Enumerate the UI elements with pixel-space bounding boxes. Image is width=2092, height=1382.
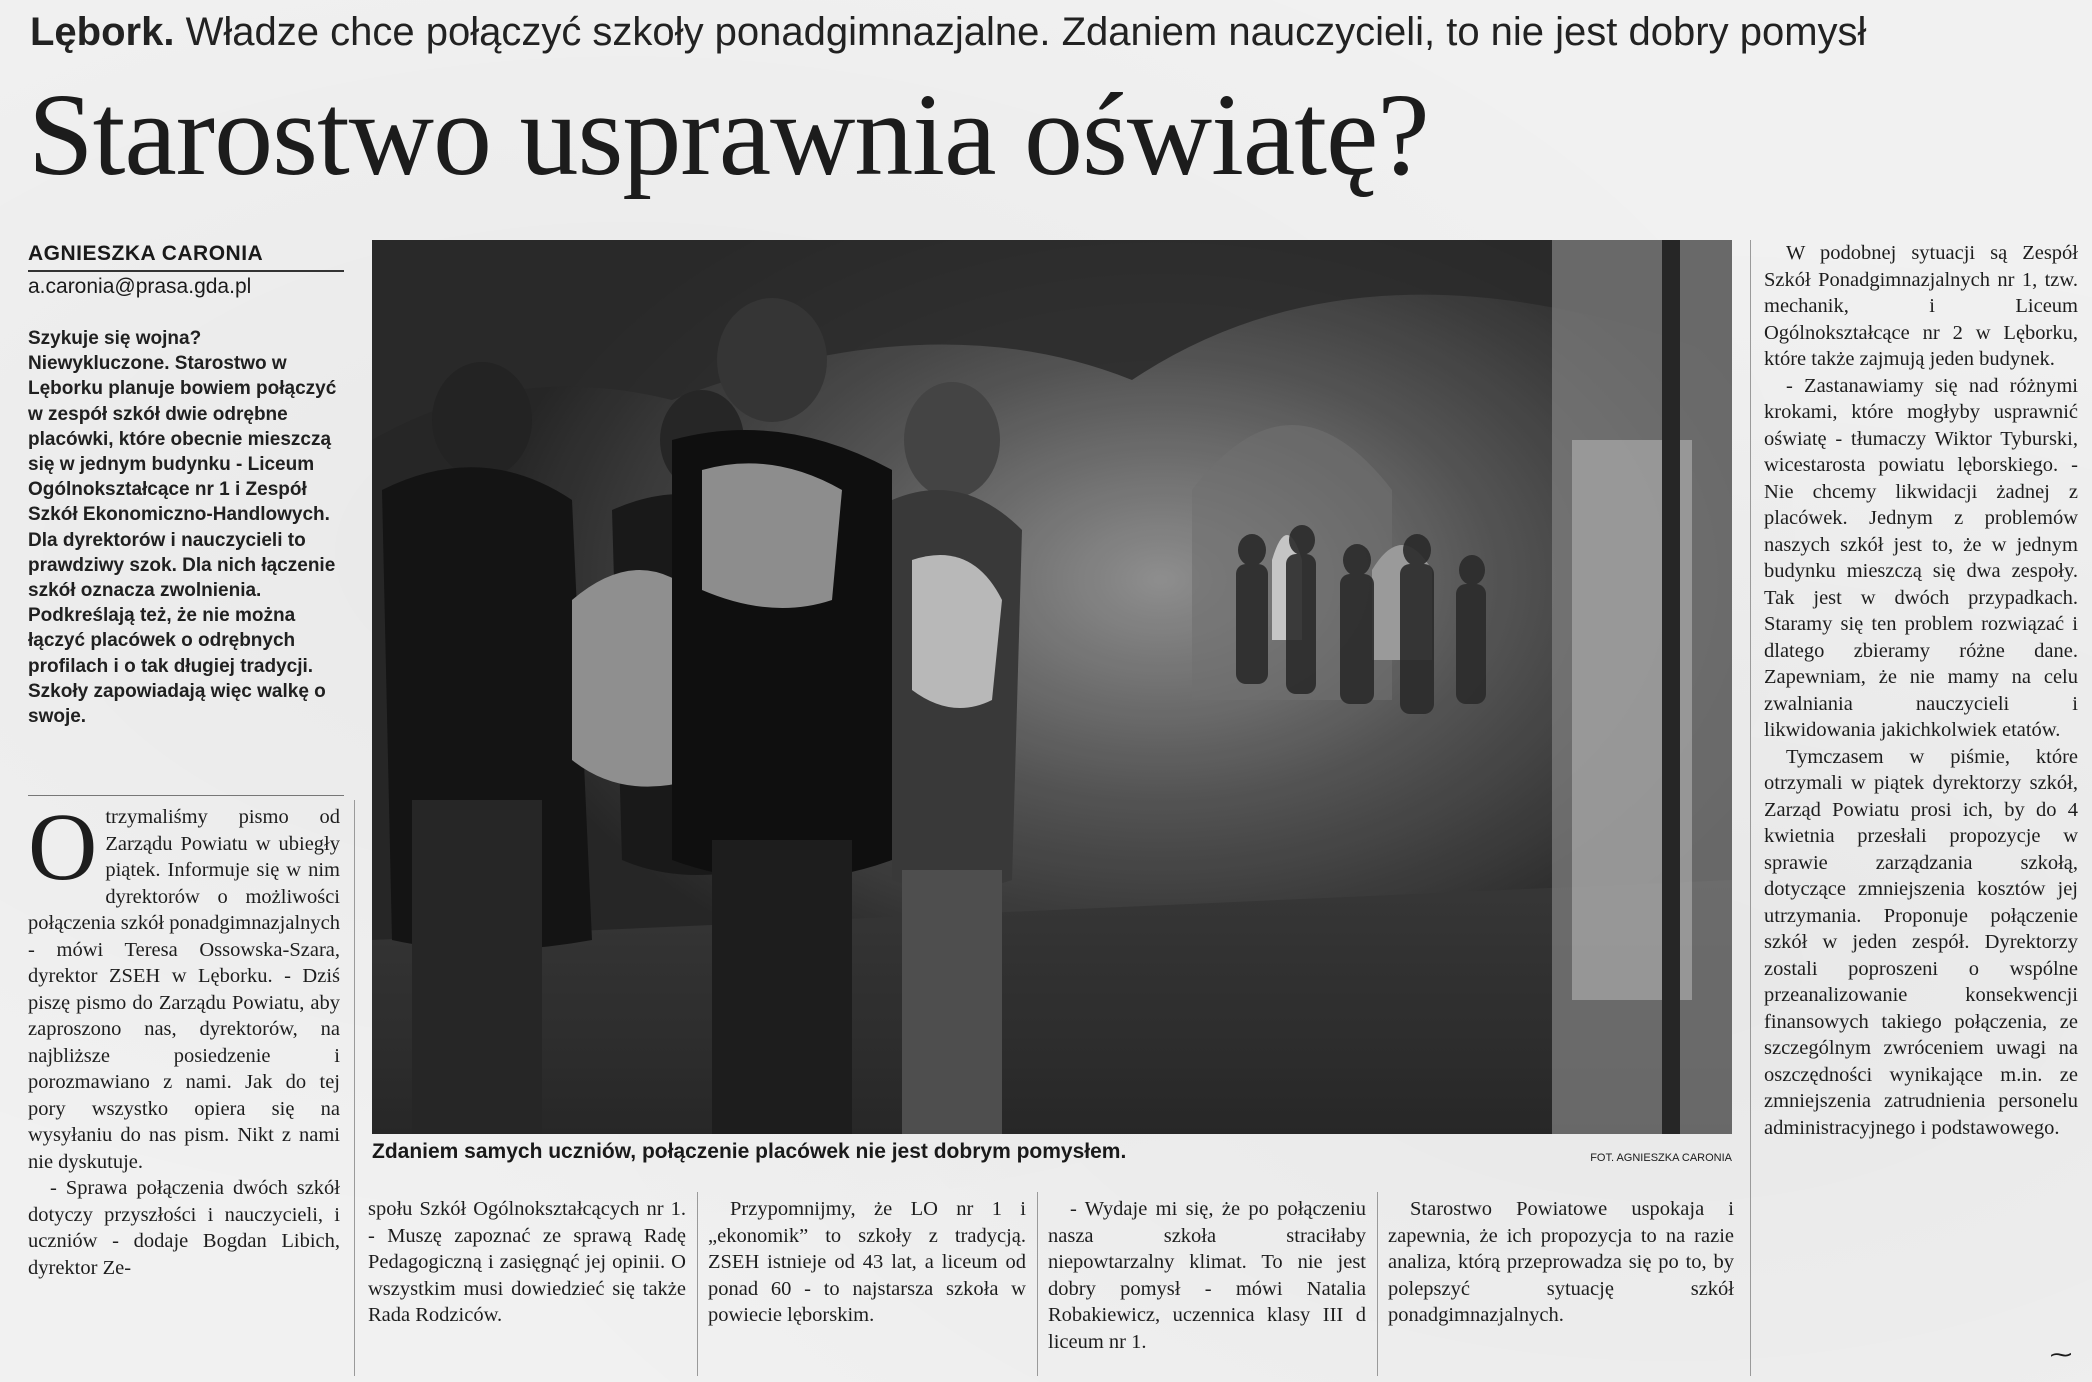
- author-name: AGNIESZKA CARONIA: [28, 240, 344, 272]
- bleed-through-text: [1900, 40, 2080, 90]
- kicker-text: Władze chce połączyć szkoły ponadgimnazjalne. Zdaniem nauczycieli, to nie jest dobry pomysł: [174, 10, 1867, 54]
- column-rule: [1750, 240, 1751, 1376]
- headline: Starostwo usprawnia oświatę?: [28, 69, 1429, 200]
- body-paragraph: - Sprawa połączenia dwóch szkół dotyczy przyszłości i nauczycieli, i uczniów - dodaje Bogdan Libich, dyrektor Ze-: [28, 1177, 340, 1279]
- photo-caption: Zdaniem samych uczniów, połączenie placówek nie jest dobrym pomysłem.: [372, 1140, 1127, 1163]
- column-rule: [1377, 1192, 1378, 1376]
- article-photo: [372, 240, 1732, 1134]
- kicker-place: Lębork.: [30, 10, 175, 54]
- body-paragraph: Starostwo Powiatowe uspokaja i zapewnia, że ich propozycja to na razie analiza, którą przeprowadza się po to, by polepszyć sytuację szkół ponadgimnazjalnych.: [1388, 1198, 1734, 1326]
- lead-paragraph: Szykuje się wojna? Niewykluczone. Starostwo w Lęborku planuje bowiem połączyć w zespół szkół dwie odrębne placówki, które obecnie mieszczą się w jednym budynku - Liceum Ogólnokształcące nr 1 i Zespół Szkół Ekonomiczno-Handlowych. Dla dyrektorów i nauczycieli to prawdziwy szok. Dla nich łączenie szkół oznacza zwolnienia. Podkreślają też, że nie można łączyć placówek o odrębnych profilach i o tak długiej tradycji. Szkoły zapowiadają więc walkę o swoje.: [28, 328, 337, 728]
- end-mark-icon: ⁓: [2050, 1343, 2072, 1368]
- column-rule: [354, 800, 355, 1376]
- body-paragraph: Przypomnijmy, że LO nr 1 i „ekonomik” to szkoły z tradycją. ZSEH istnieje od 43 lat, a liceum od ponad 60 - to najstarsza szkoła w powiecie lęborskim.: [708, 1198, 1026, 1326]
- body-paragraph: W podobnej sytuacji są Zespół Szkół Ponadgimnazjalnych nr 1, tzw. mechanik, i Liceum Ogólnokształcące nr 2 w Lęborku, które także zajmują jeden budynek.: [1764, 242, 2078, 370]
- lead-divider: [28, 795, 344, 796]
- body-paragraph: - Wydaje mi się, że po połączeniu nasza szkoła straciłaby niepowtarzalny klimat. To nie jest dobry pomysł - mówi Natalia Robakiewicz, uczennica klasy III d liceum nr 1.: [1048, 1198, 1366, 1353]
- body-column-5: [1388, 1196, 1734, 1376]
- body-column-4: [1048, 1196, 1366, 1376]
- drop-cap: O: [28, 804, 98, 900]
- body-column-2: [368, 1196, 686, 1376]
- body-paragraph: Tymczasem w piśmie, które otrzymali w piątek dyrektorzy szkół, Zarząd Powiatu prosi ich, by do 4 kwietnia przesłali propozycje w sprawie zarządzania szkołą, dotyczące zmniejszenia kosztów jej utrzymania. Proponuje połączenie szkół w jeden zespół. Dyrektorzy zostali poproszeni o wspólne przeanalizowanie konsekwencji finansowych takiego połączenia, ze szczególnym zwróceniem uwagi na oszczędności wynikające m.in. ze zmniejszenia zatrudnienia personelu administracyjnego i podstawowego.: [1764, 745, 2078, 1139]
- body-column-6: [1764, 240, 2078, 1378]
- kicker: [30, 6, 1867, 58]
- body-paragraph: społu Szkół Ogólnokształcących nr 1. - Muszę zapoznać ze sprawą Radę Pedagogiczną i zasięgnąć jej opinii. O wszystkim musi dowiedzieć się także Rada Rodziców.: [368, 1198, 686, 1326]
- body-column-1: [28, 804, 340, 1374]
- column-rule: [1037, 1192, 1038, 1376]
- body-paragraph: - Zastanawiamy się nad różnymi krokami, które mogłyby usprawnić oświatę - tłumaczy Wiktor Tyburski, wicestarosta powiatu lęborskiego. - Nie chcemy likwidacji żadnej z placówek. Jednym z problemów naszych szkół jest to, że w jednym budynku mieszczą się dwa zespoły. Tak jest w dwóch przypadkach. Staramy się ten problem rozwiązać i dlatego zbieramy różne dane. Zapewniam, że nie mamy na celu zwalniania nauczycieli i likwidowania jakichkolwiek etatów.: [1764, 374, 2078, 741]
- body-column-3: [708, 1196, 1026, 1376]
- column-rule: [697, 1192, 698, 1376]
- body-paragraph: trzymaliśmy pismo od Zarządu Powiatu w ubiegły piątek. Informuje się w nim dyrektorów o możliwości połączenia szkół ponadgimnazjalnych - mówi Teresa Ossowska-Szara, dyrektor ZSEH w Lęborku. - Dziś piszę pismo do Zarządu Powiatu, aby zaproszono nas, dyrektorów, na najbliższe posiedzenie i porozmawiano z nami. Jak do tej pory wszystko opiera się na wysyłaniu do nas pism. Nikt z nami nie dyskutuje.: [28, 806, 340, 1173]
- author-email: a.caronia@prasa.gda.pl: [28, 275, 252, 298]
- photo-students-corridor: [372, 240, 1732, 1134]
- photo-credit: FOT. AGNIESZKA CARONIA: [1590, 1152, 1732, 1164]
